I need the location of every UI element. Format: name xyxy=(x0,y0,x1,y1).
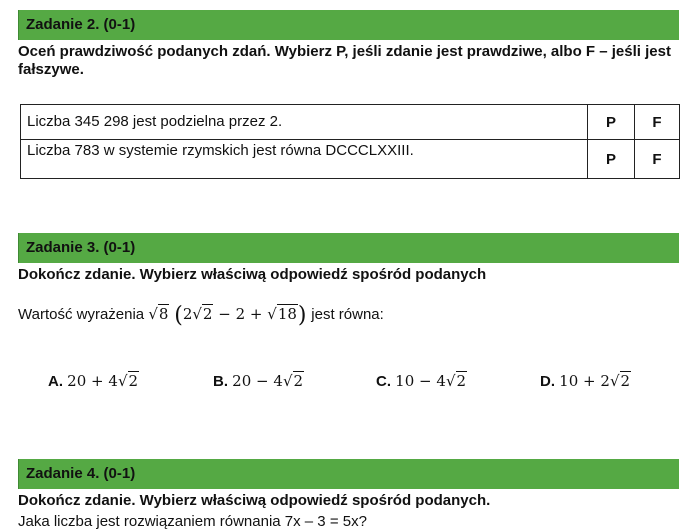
task-2-instruction: Oceń prawdziwość podanych zdań. Wybierz P, jeśli zdanie jest prawdziwe, albo F – jeśli jest fałszywe. xyxy=(18,43,671,78)
option-false-button[interactable]: F xyxy=(635,140,680,179)
sqrt-symbol: √2 xyxy=(609,372,631,390)
table-row xyxy=(21,105,680,140)
true-false-table xyxy=(20,104,680,179)
option-false-button[interactable]: F xyxy=(635,105,680,140)
task-3-instruction: Dokończ zdanie. Wybierz właściwą odpowiedź spośród podanych xyxy=(18,266,487,283)
answer-option-a[interactable]: A. 20 + 4√2 xyxy=(48,372,139,390)
answer-option-b[interactable]: B. 20 − 4√2 xyxy=(213,372,304,390)
sqrt-symbol: √2 xyxy=(117,372,139,390)
statement-text: Liczba 783 w systemie rzymskich jest równa DCCCLXXIII. xyxy=(21,140,588,179)
sqrt-symbol: √18 xyxy=(267,305,297,323)
sqrt-symbol: √2 xyxy=(445,372,467,390)
sqrt-symbol: √8 xyxy=(148,305,169,323)
sqrt-symbol: √2 xyxy=(192,305,213,323)
math-expression: √8 (2√2 − 2 + √18) xyxy=(148,303,307,328)
task-4-question: Jaka liczba jest rozwiązaniem równania 7x – 3 = 5x? xyxy=(18,513,367,530)
sqrt-symbol: √2 xyxy=(282,372,304,390)
option-true-button[interactable]: P xyxy=(588,140,635,179)
answer-option-c[interactable]: C. 10 − 4√2 xyxy=(376,372,467,390)
table-row xyxy=(21,140,680,179)
answer-option-d[interactable]: D. 10 + 2√2 xyxy=(540,372,631,390)
task-2-header: Zadanie 2. (0-1) xyxy=(18,10,679,40)
task-3-question xyxy=(18,303,384,328)
question-suffix: jest równa: xyxy=(311,306,384,323)
question-prefix: Wartość wyrażenia xyxy=(18,306,145,323)
task-4-instruction: Dokończ zdanie. Wybierz właściwą odpowiedź spośród podanych. xyxy=(18,492,491,509)
statement-text: Liczba 345 298 jest podzielna przez 2. xyxy=(21,105,588,140)
answer-options xyxy=(48,372,668,394)
task-3-header: Zadanie 3. (0-1) xyxy=(18,233,679,263)
task-4-header: Zadanie 4. (0-1) xyxy=(18,459,679,489)
option-true-button[interactable]: P xyxy=(588,105,635,140)
